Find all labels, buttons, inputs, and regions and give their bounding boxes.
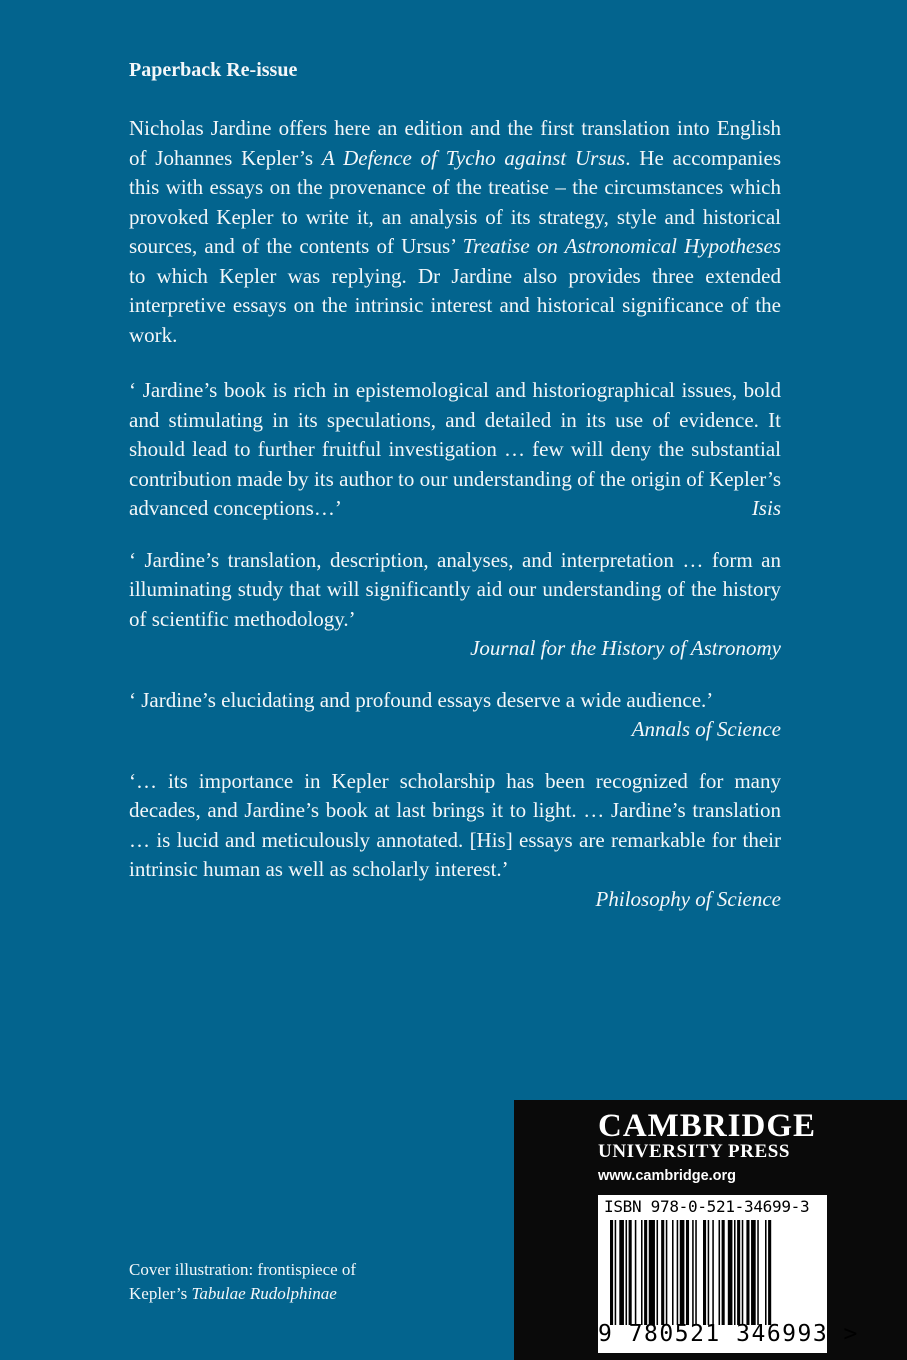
review-quote-jha xyxy=(129,546,781,664)
credit-prefix: Kepler’s xyxy=(129,1284,192,1303)
barcode-bar xyxy=(737,1220,740,1325)
review-quote-isis xyxy=(129,376,781,524)
credit-title: Tabulae Rudolphinae xyxy=(191,1284,337,1303)
barcode-bar xyxy=(666,1220,668,1325)
quote-text: ‘ Jardine’s elucidating and profound essays deserve a wide audience.’ xyxy=(129,687,714,712)
barcode-bar xyxy=(768,1220,771,1325)
barcode-bar xyxy=(686,1220,689,1325)
barcode-bar xyxy=(649,1220,655,1325)
blurb-title-2: Treatise on Astronomical Hypotheses xyxy=(462,234,781,258)
barcode-bar xyxy=(644,1220,647,1325)
publisher-url[interactable]: www.cambridge.org xyxy=(598,1168,737,1184)
barcode-bars xyxy=(610,1220,820,1325)
barcode-bar xyxy=(719,1220,721,1325)
blurb-title-1: A Defence of Tycho against Ursus xyxy=(321,145,626,170)
barcode-bar xyxy=(712,1220,714,1325)
barcode-bar xyxy=(677,1220,679,1325)
quote-text: ‘ Jardine’s translation, description, analyses, and interpretation … form an illuminating study that will significantly aid our understanding of the history of scientific methodology.’ xyxy=(129,547,781,631)
barcode-bar xyxy=(610,1220,613,1325)
barcode-bar xyxy=(629,1220,632,1325)
quote-source: Philosophy of Science xyxy=(595,886,781,911)
isbn-label: ISBN 978-0-521-34699-3 xyxy=(604,1197,810,1216)
publisher-press: UNIVERSITY PRESS xyxy=(598,1141,791,1162)
description-blurb xyxy=(129,114,781,350)
barcode-bar xyxy=(692,1220,694,1325)
blurb-part-2: . He accompanies this with essays on the provenance of the treatise – the circumstances which provoked Kepler to write it, an analysis of its strategy, style and historical sources, and of the contents of Ursus’ xyxy=(129,145,782,258)
barcode-bar xyxy=(672,1220,674,1325)
blurb-part-3: to which Kepler was replying. Dr Jardine also provides three extended interpretive essays on the intrinsic interest and historical significance of the work. xyxy=(129,263,781,347)
barcode-bar xyxy=(708,1220,710,1325)
review-quote-philosophy xyxy=(129,767,781,915)
barcode-bar xyxy=(641,1220,643,1325)
back-cover-text xyxy=(129,56,781,936)
quote-text: ‘… its importance in Kepler scholarship has been recognized for many decades, and Jardine’s book at last brings it to light. … Jardine’s translation … is lucid and meticulously annotated. [His] essays are remarkable for their intrinsic human as well as scholarly interest.’ xyxy=(129,768,781,881)
publisher-logo-name: CAMBRIDGE xyxy=(598,1108,817,1144)
barcode-digits: 9 780521 346993 > xyxy=(598,1321,859,1347)
barcode-bar xyxy=(615,1220,617,1325)
cover-illustration-credit xyxy=(129,1258,449,1306)
quote-source: Journal for the History of Astronomy xyxy=(470,636,781,660)
barcode xyxy=(598,1195,859,1353)
barcode-bar xyxy=(703,1220,706,1325)
credit-line-1: Cover illustration: frontispiece of xyxy=(129,1260,357,1279)
barcode-bar xyxy=(746,1220,749,1325)
quote-text: ‘ Jardine’s book is rich in epistemological and historiographical issues, bold and stimulating in its speculations, and detailed in its use of evidence. It should lead to further fruitful investigation … few will deny the substantial contribution made by its author to our understanding of the origin of Kepler’s advanced conceptions…’ xyxy=(129,378,781,520)
credit-line-2 xyxy=(129,1282,449,1306)
barcode-bar xyxy=(728,1220,733,1325)
barcode-bar xyxy=(619,1220,624,1325)
quote-source: Isis xyxy=(751,496,781,520)
publisher-block xyxy=(514,1100,907,1360)
quote-source: Annals of Science xyxy=(631,717,781,741)
barcode-bar xyxy=(742,1220,744,1325)
barcode-bar xyxy=(680,1220,685,1325)
barcode-bar xyxy=(626,1220,628,1325)
reissue-heading: Paperback Re-issue xyxy=(129,59,298,81)
barcode-bar xyxy=(734,1220,736,1325)
barcode-bar xyxy=(695,1220,697,1325)
barcode-bar xyxy=(635,1220,637,1325)
barcode-bar xyxy=(661,1220,664,1325)
barcode-bar xyxy=(751,1220,756,1325)
barcode-bar xyxy=(657,1220,659,1325)
barcode-bar xyxy=(757,1220,759,1325)
review-quote-annals xyxy=(129,686,781,745)
barcode-bar xyxy=(722,1220,725,1325)
blurb-part-1: Nicholas Jardine offers here an edition and the first translation into English of Johannes Kepler’s xyxy=(129,116,781,170)
barcode-bar xyxy=(765,1220,767,1325)
